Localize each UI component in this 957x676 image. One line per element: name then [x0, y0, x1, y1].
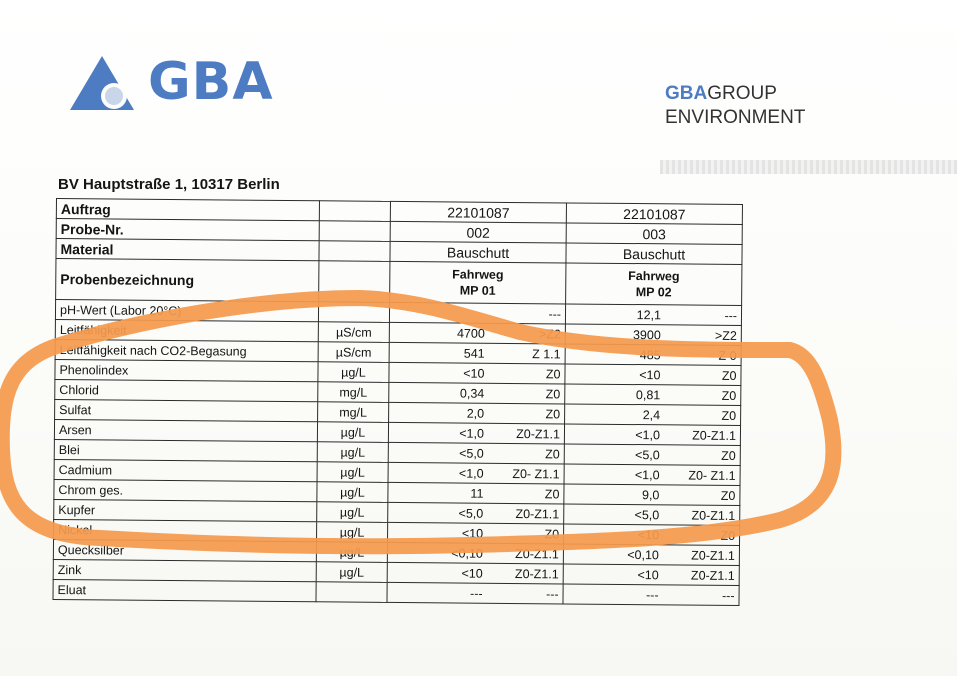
value-text: 2,4	[642, 407, 661, 422]
value-cell	[388, 462, 564, 484]
unit-cell	[319, 261, 390, 303]
scan-noise	[660, 160, 957, 174]
value-text: <0,10	[451, 545, 483, 561]
class-text: >Z2	[538, 326, 561, 341]
value-cell	[565, 344, 741, 366]
row-label: Leitfähigkeit nach CO2-Begasung	[55, 339, 318, 361]
value-text: 9,0	[641, 487, 660, 502]
unit-cell	[318, 302, 389, 323]
row-label: Auftrag	[56, 199, 319, 221]
class-text: ---	[721, 588, 735, 603]
value-text: <1,0	[634, 467, 660, 482]
row-label: Chlorid	[55, 379, 318, 401]
table-row	[56, 259, 742, 306]
value-cell	[565, 304, 741, 326]
value-text: <10	[639, 367, 661, 382]
class-text: Z0-Z1.1	[691, 508, 736, 523]
value-cell	[388, 442, 564, 464]
class-text: Z0	[721, 368, 737, 383]
value-cell	[563, 564, 739, 586]
class-text: Z0	[545, 406, 561, 421]
unit-cell: µg/L	[318, 362, 389, 383]
value-cell	[564, 504, 740, 526]
unit-cell	[319, 221, 390, 242]
results-table-wrap	[52, 198, 742, 606]
value-text: <0,10	[627, 547, 659, 562]
class-text: ---	[724, 308, 738, 323]
value-text: <10	[461, 566, 483, 581]
row-label: Sulfat	[55, 399, 318, 421]
sample-name-line2: MP 01	[459, 283, 496, 298]
class-text: Z0-Z1.1	[690, 568, 735, 583]
value-text: <10	[637, 527, 660, 542]
value-cell	[387, 582, 563, 604]
class-text: Z0	[544, 526, 560, 541]
value-text: <5,0	[634, 507, 660, 522]
value-text: <5,0	[459, 446, 484, 461]
unit-cell: µg/L	[316, 542, 387, 563]
value-cell	[565, 324, 741, 346]
value-cell	[563, 544, 739, 566]
value-text: <1,0	[458, 466, 484, 481]
class-text: Z0-Z1.1	[514, 566, 559, 581]
value-cell	[565, 384, 741, 406]
class-text: Z0	[721, 388, 737, 403]
row-label: Quecksilber	[53, 539, 316, 561]
results-table	[52, 198, 742, 606]
value-cell	[564, 524, 740, 546]
unit-cell	[319, 241, 390, 262]
value-cell	[566, 263, 742, 306]
row-label: Nickel	[54, 519, 317, 541]
value-text: 3900	[632, 327, 661, 342]
value-text: <10	[463, 366, 485, 381]
row-label: Arsen	[54, 419, 317, 441]
value-cell	[389, 302, 565, 324]
row-label: Chrom ges.	[54, 479, 317, 501]
class-text: ---	[546, 586, 559, 601]
value-cell	[563, 584, 739, 606]
class-text: Z0	[545, 386, 561, 401]
gba-logo	[70, 52, 274, 117]
value-cell: 003	[566, 223, 742, 245]
value-cell	[389, 402, 565, 424]
value-text: <10	[637, 567, 659, 582]
class-text: Z0-Z1.1	[516, 426, 561, 441]
unit-cell: µg/L	[317, 442, 388, 463]
class-text: Z0-Z1.1	[515, 506, 560, 521]
unit-cell: µg/L	[317, 422, 388, 443]
row-label: Phenolindex	[55, 359, 318, 381]
unit-cell	[319, 201, 390, 222]
result-rows	[53, 300, 742, 606]
value-cell	[565, 404, 741, 426]
value-cell	[564, 464, 740, 486]
unit-cell: µg/L	[317, 462, 388, 483]
row-label: pH-Wert (Labor 20°C)	[55, 300, 318, 322]
class-text: Z0	[720, 528, 736, 543]
value-cell	[388, 422, 564, 444]
value-cell	[389, 342, 565, 364]
unit-cell: mg/L	[318, 402, 389, 423]
row-label: Kupfer	[54, 499, 317, 521]
sample-name-line1: Fahrweg	[452, 266, 504, 282]
value-text: 12,1	[636, 307, 662, 322]
value-cell: 22101087	[390, 201, 566, 223]
unit-cell: µg/L	[317, 482, 388, 503]
unit-cell: µS/cm	[318, 322, 389, 343]
class-text: Z0	[720, 488, 736, 503]
value-cell	[564, 484, 740, 506]
row-label: Probe-Nr.	[56, 219, 319, 241]
value-cell	[390, 261, 566, 304]
class-text: Z0	[545, 366, 561, 381]
value-text: ---	[470, 586, 483, 601]
value-text: <5,0	[458, 506, 484, 521]
row-label: Leitfähigkeit	[55, 319, 318, 341]
class-text: Z0-Z1.1	[692, 428, 737, 443]
row-label: Cadmium	[54, 459, 317, 481]
value-text: 0,81	[635, 387, 661, 402]
class-text: Z0- Z1.1	[512, 466, 560, 481]
gba-group-environment	[665, 82, 805, 130]
unit-cell: µg/L	[317, 502, 388, 523]
value-cell: 002	[390, 221, 566, 243]
value-cell	[388, 482, 564, 504]
row-label: Material	[56, 239, 319, 261]
class-text: Z0-Z1.1	[515, 546, 559, 561]
unit-cell: µS/cm	[318, 342, 389, 363]
value-text: 4700	[456, 326, 485, 341]
class-text: Z0	[721, 408, 737, 423]
value-cell	[565, 364, 741, 386]
value-text: 11	[470, 486, 484, 501]
class-text: Z0	[721, 448, 736, 463]
row-label: Eluat	[53, 579, 316, 601]
value-cell	[387, 562, 563, 584]
unit-cell: µg/L	[316, 562, 387, 583]
value-cell	[387, 542, 563, 564]
class-text: Z 1.1	[532, 346, 561, 361]
value-cell	[564, 424, 740, 446]
row-label: Zink	[53, 559, 316, 581]
class-text: >Z2	[714, 328, 737, 343]
value-text: <1,0	[635, 427, 661, 442]
class-text: Z0	[545, 446, 560, 461]
value-text: <10	[461, 526, 484, 541]
value-text: ---	[645, 587, 659, 602]
value-cell	[389, 382, 565, 404]
value-cell: 22101087	[566, 203, 742, 225]
row-label: Probenbezeichnung	[56, 259, 319, 302]
value-text: 541	[463, 346, 485, 361]
unit-cell: µg/L	[317, 522, 388, 543]
sample-name-line1: Fahrweg	[628, 268, 680, 283]
value-text: <1,0	[459, 426, 485, 441]
unit-cell: mg/L	[318, 382, 389, 403]
value-text: 2,0	[466, 406, 485, 421]
class-text: Z0- Z1.1	[688, 468, 736, 483]
group-word: GROUP	[707, 83, 777, 104]
class-text: Z0-Z1.1	[691, 548, 735, 563]
class-text: Z0	[544, 486, 560, 501]
group-environment: ENVIRONMENT	[665, 107, 806, 128]
value-cell: Bauschutt	[566, 243, 742, 265]
value-cell	[389, 362, 565, 384]
value-cell	[388, 522, 564, 544]
value-cell	[389, 322, 565, 344]
sample-name-line2: MP 02	[635, 284, 672, 299]
value-text: 0,34	[459, 386, 485, 401]
class-text: Z 0	[718, 348, 737, 363]
gba-logo-text: GBA	[148, 52, 274, 112]
value-cell	[564, 444, 740, 466]
value-text: <5,0	[635, 447, 660, 462]
page-title: BV Hauptstraße 1, 10317 Berlin	[58, 176, 280, 193]
unit-cell	[316, 582, 387, 603]
group-brand: GBA	[665, 83, 708, 104]
class-text: ---	[548, 306, 562, 321]
value-text: 485	[639, 347, 661, 362]
value-cell: Bauschutt	[390, 241, 566, 263]
row-label: Blei	[54, 439, 317, 461]
value-cell	[388, 502, 564, 524]
gba-triangle-icon	[70, 52, 140, 112]
